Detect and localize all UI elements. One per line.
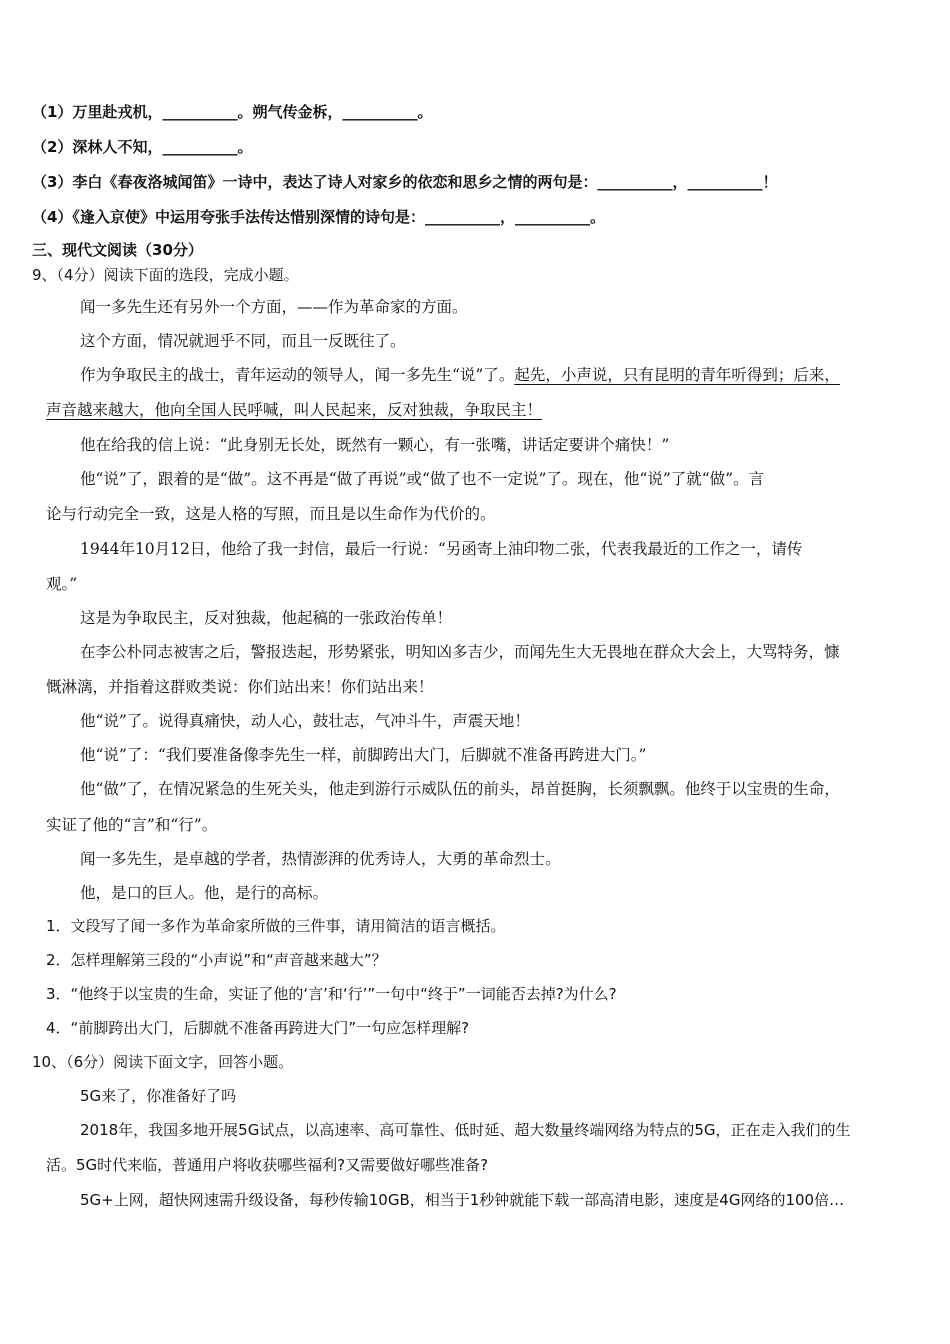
passage-paragraph: 慨淋漓，并指着这群败类说：你们站出来！你们站出来！ (46, 678, 434, 696)
passage2-paragraph: 2018年，我国多地开展5G试点，以高速率、高可靠性、低时延、超大数量终端网络为特点的5G，正在走入我们的生 (80, 1121, 851, 1139)
passage-paragraph: 他在给我的信上说：“此身别无长处，既然有一颗心，有一张嘴，讲话定要讲个痛快！” (80, 436, 670, 454)
passage2-paragraph: 5G+上网，超快网速需升级设备，每秒传输10GB，相当于1秒钟就能下载一部高清电影，速度是4G网络的100倍… (80, 1191, 845, 1209)
underlined-text: 声音越来越大，他向全国人民呼喊，叫人民起来，反对独裁，争取民主！ (46, 401, 543, 419)
sub-question-3: 3．“他终于以宝贵的生命，实证了他的‘言’和‘行’”一句中“终于”一词能否去掉?为什么? (46, 985, 617, 1003)
passage-paragraph: 他“说”了，跟着的是“做”。这不再是“做了再说”或“做了也不一定说”了。现在，他“说”了就“做”。言 (80, 470, 765, 488)
passage-paragraph: 他，是口的巨人。他，是行的高标。 (80, 884, 329, 902)
passage-paragraph: 论与行动完全一致，这是人格的写照，而且是以生命作为代价的。 (46, 505, 496, 523)
sub-question-1: 1．文段写了闻一多作为革命家所做的三件事，请用简洁的语言概括。 (46, 917, 506, 935)
passage-paragraph: 实证了他的“言”和“行”。 (46, 816, 218, 834)
fill-blank-3: （3）李白《春夜洛城闻笛》一诗中，表达了诗人对家乡的依恋和思乡之情的两句是：__________，__________！ (32, 173, 778, 191)
passage-paragraph (80, 365, 840, 385)
passage-paragraph: 闻一多先生还有另外一个方面，——作为革命家的方面。 (80, 298, 468, 316)
sub-question-4: 4．“前脚跨出大门，后脚就不准备再跨进大门”一句应怎样理解? (46, 1019, 470, 1037)
fill-blank-4: （4）《逢入京使》中运用夸张手法传达惜别深情的诗句是：__________，__________。 (32, 208, 605, 226)
passage-paragraph: 他“说”了：“我们要准备像李先生一样，前脚跨出大门，后脚就不准备再跨进大门。” (80, 746, 647, 764)
passage-paragraph: 这是为争取民主，反对独裁，他起稿的一张政治传单！ (80, 609, 453, 627)
passage-text: 作为争取民主的战士，青年运动的领导人，闻一多先生“说”了。 (80, 366, 515, 384)
passage-paragraph: 1944年10月12日，他给了我一封信，最后一行说：“另函寄上油印物二张，代表我最近的工作之一，请传 (80, 540, 803, 558)
question-10-intro: 10、（6分）阅读下面文字，回答小题。 (32, 1053, 294, 1071)
fill-blank-1: （1）万里赴戎机，__________。朔气传金柝，__________。 (32, 103, 433, 121)
section-heading: 三、现代文阅读（30分） (32, 241, 203, 259)
passage-paragraph: 这个方面，情况就迥乎不同，而且一反既往了。 (80, 332, 406, 350)
question-9-intro: 9、（4分）阅读下面的选段，完成小题。 (32, 266, 299, 284)
passage-paragraph: 他“说”了。说得真痛快，动人心，鼓壮志，气冲斗牛，声震天地！ (80, 712, 530, 730)
sub-question-2: 2．怎样理解第三段的“小声说”和“声音越来越大”？ (46, 951, 387, 969)
passage2-title: 5G来了，你准备好了吗 (80, 1087, 237, 1105)
passage-paragraph: 在李公朴同志被害之后，警报迭起，形势紧张，明知凶多吉少，而闻先生大无畏地在群众大会上，大骂特务，慷 (80, 643, 840, 661)
fill-blank-2: （2）深林人不知，__________。 (32, 138, 253, 156)
passage2-paragraph: 活。5G时代来临，普通用户将收获哪些福利?又需要做好哪些准备? (46, 1156, 489, 1174)
passage-paragraph: 闻一多先生，是卓越的学者，热情澎湃的优秀诗人，大勇的革命烈士。 (80, 850, 561, 868)
underlined-text: 起先，小声说，只有昆明的青年听得到；后来， (514, 366, 840, 384)
passage-paragraph: 观。” (46, 575, 78, 593)
passage-paragraph: 他“做”了，在情况紧急的生死关头，他走到游行示威队伍的前头，昂首挺胸，长须飘飘。他终于以宝贵的生命， (80, 780, 840, 798)
